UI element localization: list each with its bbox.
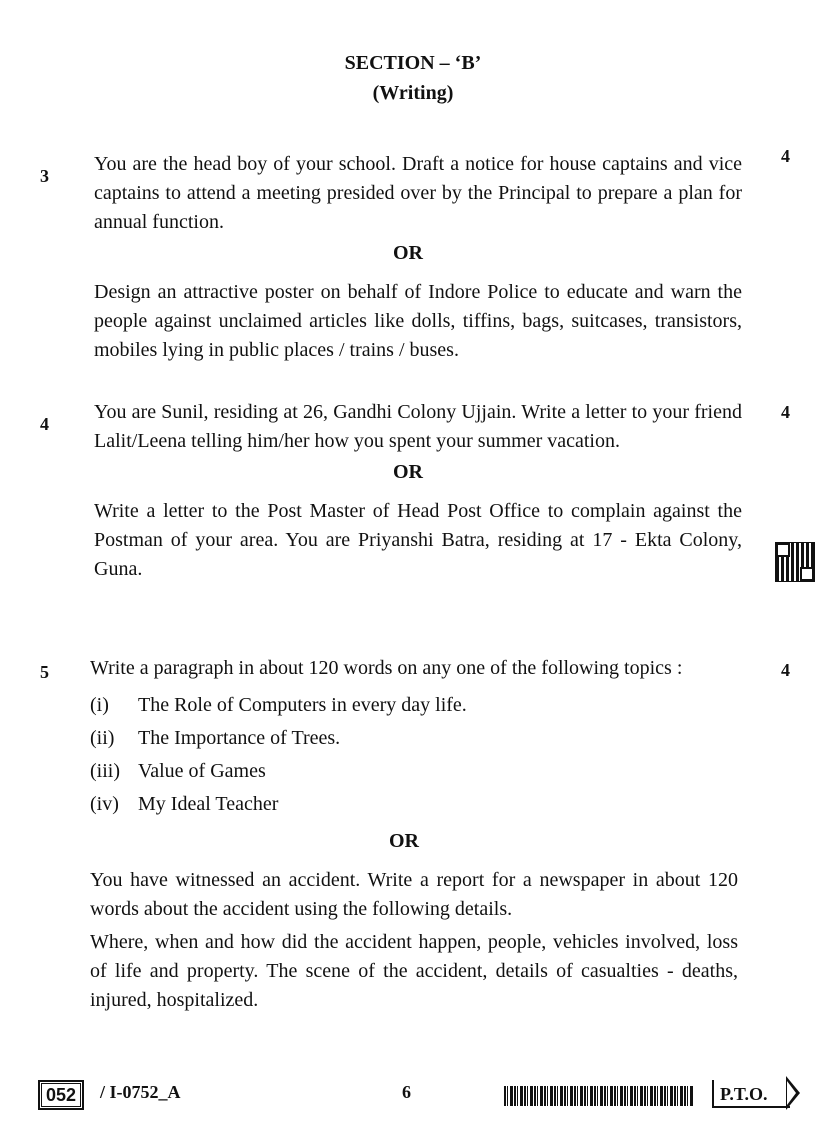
qr-code (776, 543, 814, 581)
section-heading (0, 48, 826, 108)
topic-text: Value of Games (138, 760, 266, 782)
question-3 (40, 146, 800, 365)
or-separator: OR (389, 830, 419, 852)
question-4 (40, 398, 800, 584)
alternative-question-text: You have witnessed an accident. Write a report for a newspaper in about 120 words about the accident using the following details. (90, 869, 738, 920)
or-separator: OR (393, 461, 423, 483)
question-marks: 4 (781, 146, 790, 166)
alternative-question-text: Design an attractive poster on behalf of Indore Police to educate and warn the people against unclaimed articles like dolls, tiffins, bags, suitcases, transistors, mobiles lying in public places / trains / buses. (94, 281, 742, 361)
topic-number: (iv) (90, 793, 119, 815)
list-item (90, 689, 738, 722)
question-marks: 4 (781, 660, 790, 680)
topic-text: The Importance of Trees. (138, 727, 341, 749)
question-number: 3 (40, 166, 49, 186)
barcode (504, 1086, 694, 1106)
or-separator: OR (393, 242, 423, 264)
question-text: Write a paragraph in about 120 words on any one of the following topics : (90, 657, 683, 679)
question-text: You are Sunil, residing at 26, Gandhi Colony Ujjain. Write a letter to your friend Lalit/Leena telling him/her how you spent your summer vacation. (94, 401, 742, 452)
topic-text: The Role of Computers in every day life. (138, 694, 467, 716)
section-title: SECTION – ‘B’ (344, 52, 482, 74)
pto-arrow (712, 1080, 790, 1108)
pto-label: P.T.O. (720, 1084, 768, 1104)
list-item (90, 788, 738, 821)
question-number: 5 (40, 662, 49, 682)
paper-code: / I-0752_A (100, 1082, 181, 1102)
topic-number: (i) (90, 694, 109, 716)
subject-code: 052 (41, 1083, 81, 1107)
question-body (94, 150, 742, 365)
topic-text: My Ideal Teacher (138, 793, 279, 815)
page-number: 6 (402, 1082, 411, 1102)
question-marks: 4 (781, 402, 790, 422)
list-item (90, 755, 738, 788)
topic-number: (iii) (90, 760, 120, 782)
question-number: 4 (40, 414, 49, 434)
topic-list (90, 689, 738, 821)
question-body (94, 398, 742, 584)
alternative-question-text: Write a letter to the Post Master of Head Post Office to complain against the Postman of your area. You are Priyanshi Batra, residing at 17 - Ekta Colony, Guna. (94, 500, 742, 580)
question-body (90, 654, 738, 1015)
section-subtitle: (Writing) (372, 82, 454, 104)
page-footer (0, 1080, 826, 1110)
subject-code-box (38, 1080, 84, 1110)
alternative-question-details: Where, when and how did the accident happen, people, vehicles involved, loss of life and property. The scene of the accident, details of casualties - deaths, injured, hospitalized. (90, 931, 738, 1011)
question-text: You are the head boy of your school. Draft a notice for house captains and vice captains to attend a meeting presided over by the Principal to prepare a plan for annual function. (94, 153, 742, 233)
topic-number: (ii) (90, 727, 115, 749)
list-item (90, 722, 738, 755)
question-5 (40, 654, 800, 1015)
